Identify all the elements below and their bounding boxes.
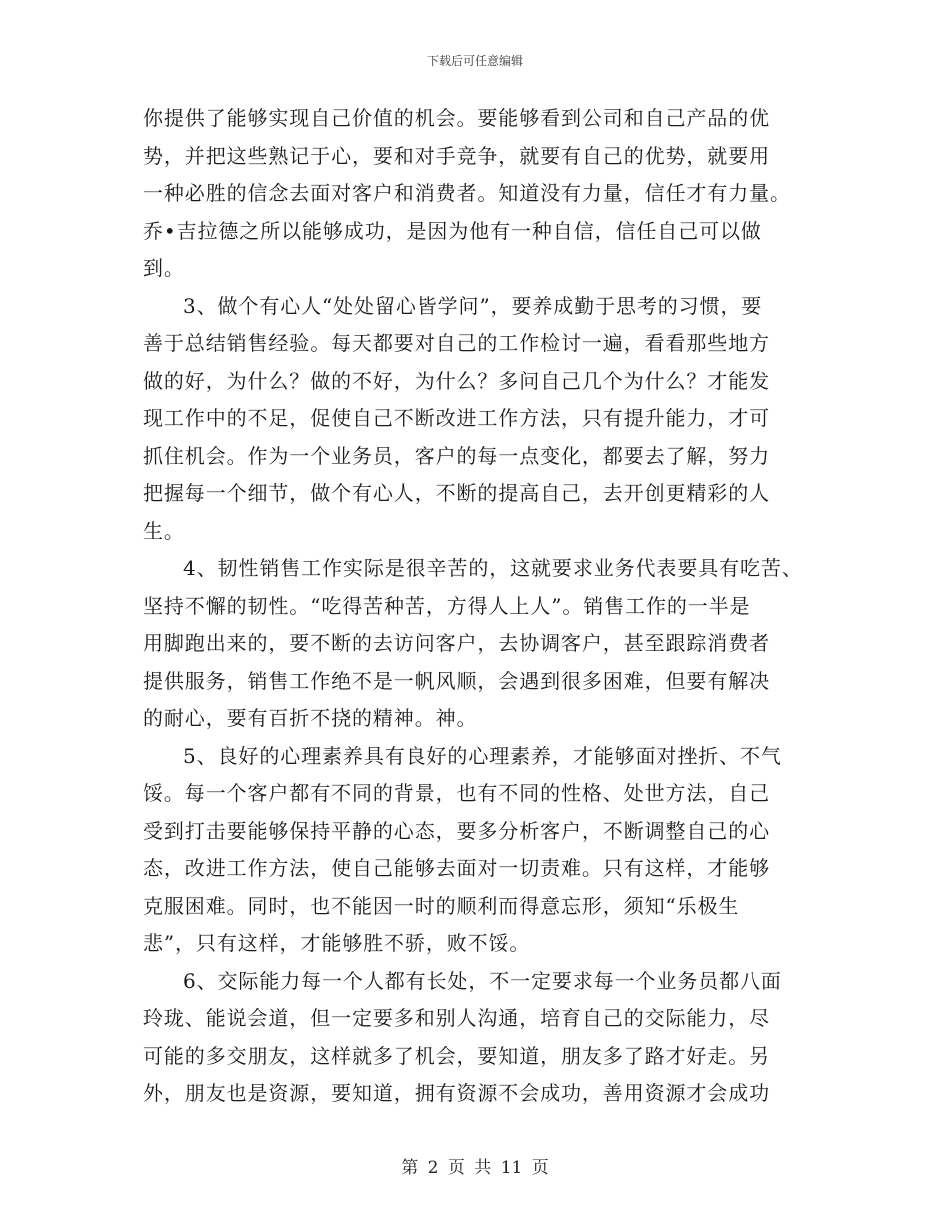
page-number-footer: 第 2 页 共 11 页 — [401, 1158, 549, 1178]
text-line: 馁。每一个客户都有不同的背景，也有不同的性格、处世方法，自己 — [143, 781, 770, 805]
text-line: 势，并把这些熟记于心，要和对手竞争，就要有自己的优势，就要用 — [143, 143, 770, 168]
page-header-note: 下载后可任意编辑 — [426, 54, 523, 68]
text-line: 受到打击要能够保持平静的心态，要多分析客户，不断调整自己的心 — [143, 818, 770, 843]
paragraph-first-line: 3、做个有心人“处处留心皆学问”，要养成勤于思考的习惯，要 — [183, 293, 763, 318]
text-line: 玲珑、能说会道，但一定要多和别人沟通，培育自己的交际能力，尽 — [143, 1006, 770, 1030]
paragraph-first-line: 5、良好的心理素养具有良好的心理素养，才能够面对挫折、不气 — [183, 743, 782, 768]
text-line: 生。 — [143, 518, 185, 543]
text-line: 乔•吉拉德之所以能够成功，是因为他有一种自信，信任自己可以做 — [143, 218, 762, 243]
text-line: 做的好，为什么？做的不好，为什么？多问自己几个为什么？才能发 — [143, 368, 770, 393]
text-line: 你提供了能够实现自己价值的机会。要能够看到公司和自己产品的优 — [143, 106, 770, 130]
document-body — [143, 100, 811, 1113]
text-line: 克服困难。同时，也不能因一时的顺利而得意忘形，须知“乐极生 — [143, 893, 740, 918]
text-line: 坚持不懈的韧性。“吃得苦种苦，方得人上人”。销售工作的一半是 — [143, 593, 751, 618]
text-line: 抓住机会。作为一个业务员，客户的每一点变化，都要去了解，努力 — [143, 443, 770, 468]
text-line: 外，朋友也是资源，要知道，拥有资源不会成功，善用资源才会成功 — [143, 1081, 770, 1105]
text-line: 现工作中的不足，促使自己不断改进工作方法，只有提升能力，才可 — [143, 406, 770, 430]
text-line: 把握每一个细节，做个有心人，不断的提高自己，去开创更精彩的人 — [143, 481, 770, 505]
text-line: 一种必胜的信念去面对客户和消费者。知道没有力量，信任才有力量。 — [143, 181, 791, 205]
paragraph-first-line: 4、韧性销售工作实际是很辛苦的，这就要求业务代表要具有吃苦、 — [183, 556, 803, 580]
text-line: 用脚跑出来的，要不断的去访问客户，去协调客户，甚至跟踪消费者 — [143, 631, 770, 655]
text-line: 善于总结销售经验。每天都要对自己的工作检讨一遍，看看那些地方 — [143, 331, 770, 355]
text-line: 到。 — [143, 256, 185, 280]
text-line: 悲”，只有这样，才能够胜不骄，败不馁。 — [143, 931, 531, 955]
text-line: 可能的多交朋友，这样就多了机会，要知道，朋友多了路才好走。另 — [143, 1043, 770, 1068]
text-line: 提供服务，销售工作绝不是一帆风顺，会遇到很多困难，但要有解决 — [143, 668, 770, 693]
paragraph-first-line: 6、交际能力每一个人都有长处，不一定要求每一个业务员都八面 — [183, 968, 782, 993]
text-line: 态，改进工作方法，使自己能够去面对一切责难。只有这样，才能够 — [143, 856, 770, 880]
text-line: 的耐心，要有百折不挠的精神。神。 — [143, 706, 478, 730]
